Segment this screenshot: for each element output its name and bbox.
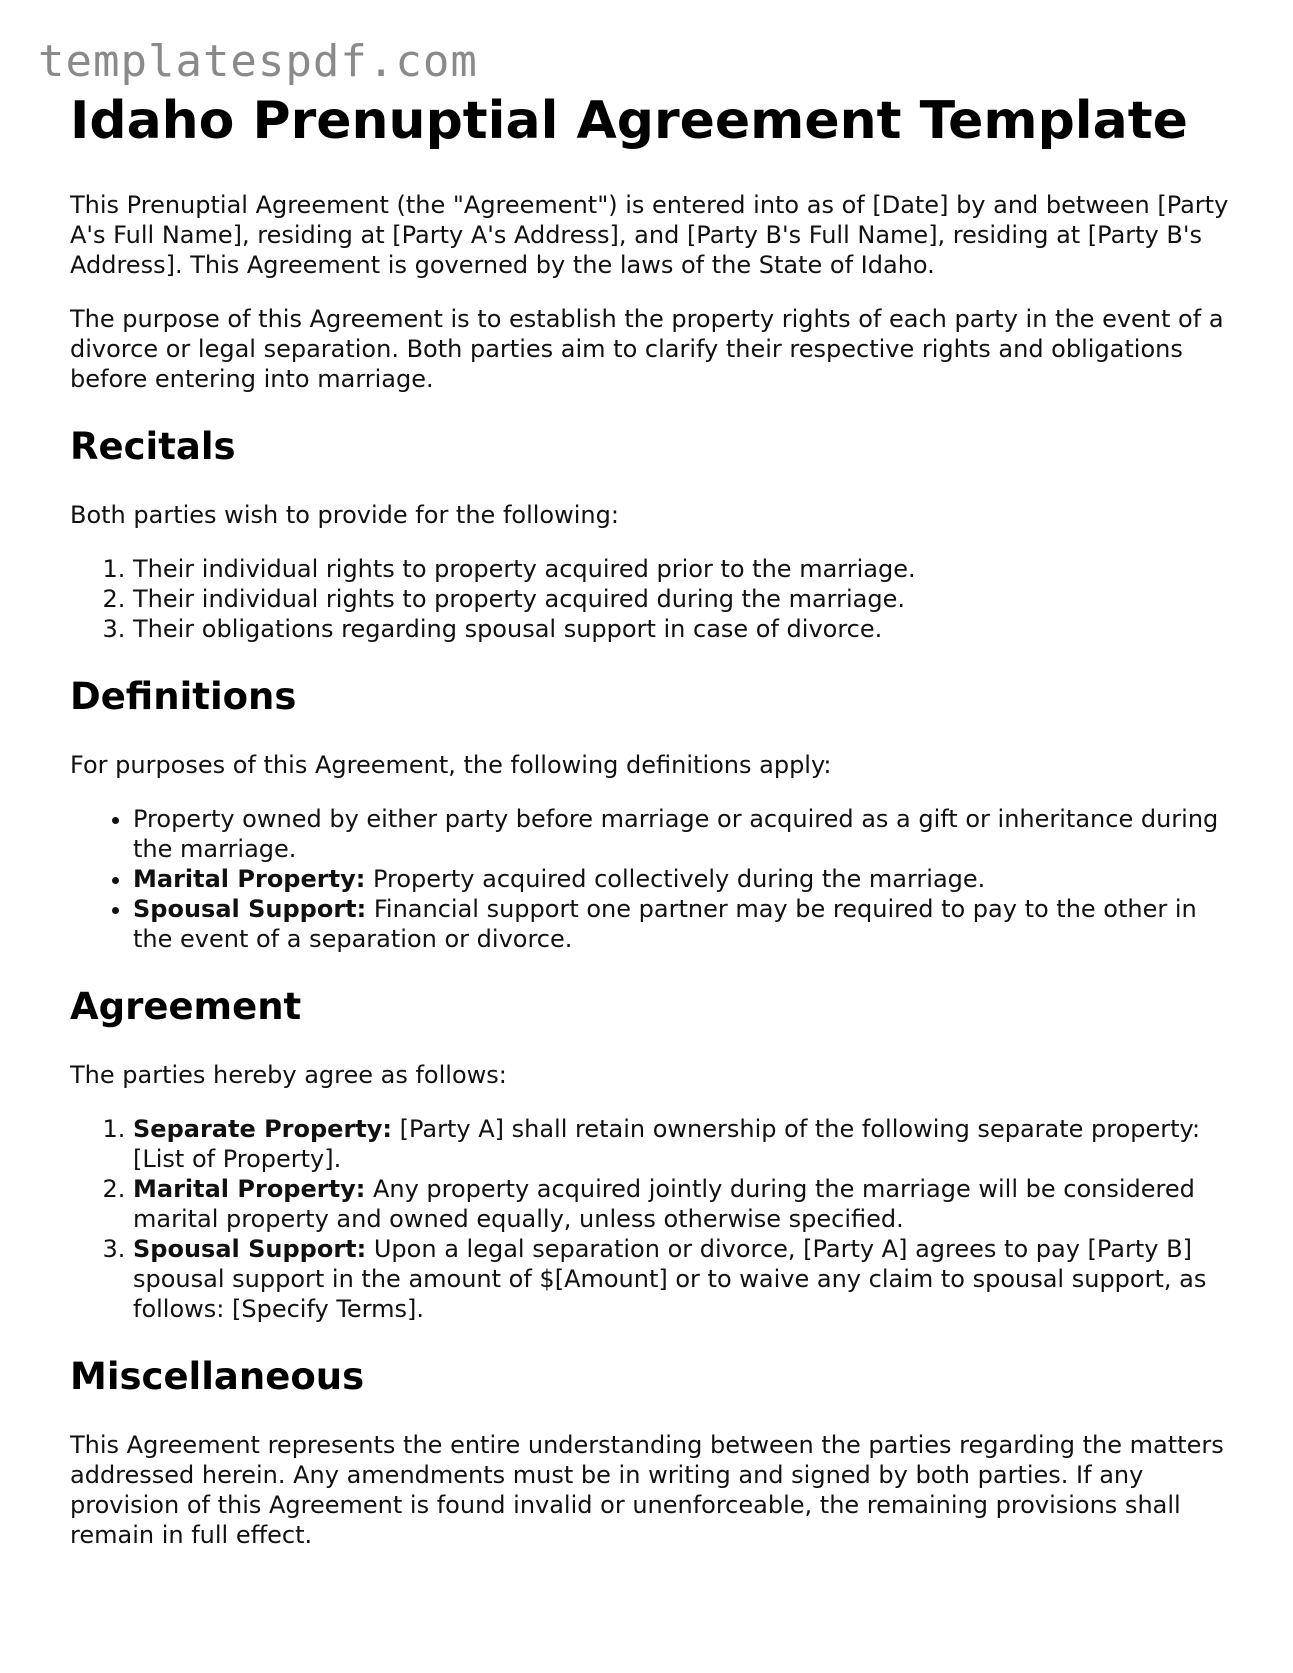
- list-item: [133, 894, 1230, 954]
- agreement-lead: The parties hereby agree as follows:: [70, 1061, 507, 1089]
- definition-text: Property acquired collectively during the marriage.: [365, 865, 986, 893]
- list-item: [133, 804, 1230, 864]
- list-item: [133, 864, 1230, 894]
- agreement-term: Marital Property:: [133, 1175, 366, 1203]
- definition-term: Spousal Support:: [133, 895, 367, 923]
- list-item: 3. Their obligations regarding spousal support in case of divorce.: [133, 614, 1230, 644]
- list-item: [133, 1174, 1230, 1234]
- agreement-text: Any property acquired jointly during the marriage will be considered marital property and owned equally, unless otherwise specified.: [133, 1175, 1195, 1233]
- definition-term: Marital Property:: [133, 865, 366, 893]
- agreement-list: [70, 1114, 1230, 1324]
- definition-text: Property owned by either party before marriage or acquired as a gift or inheritance during the marriage.: [133, 805, 1219, 863]
- agreement-text: [Party A] shall retain ownership of the following separate property: [List of Property].: [133, 1115, 1201, 1173]
- list-item: 1. Their individual rights to property acquired prior to the marriage.: [133, 554, 1230, 584]
- definitions-heading: Definitions: [70, 675, 297, 718]
- definitions-lead: For purposes of this Agreement, the following definitions apply:: [70, 751, 832, 779]
- recitals-lead: Both parties wish to provide for the following:: [70, 501, 619, 529]
- intro-paragraph-2: The purpose of this Agreement is to establish the property rights of each party in the event of a divorce or legal separation. Both parties aim to clarify their respective rights and obligations before entering into marriage.: [70, 305, 1224, 393]
- miscellaneous-heading: Miscellaneous: [70, 1355, 365, 1398]
- agreement-heading: Agreement: [70, 985, 302, 1028]
- agreement-term: Spousal Support:: [133, 1235, 367, 1263]
- definitions-list: [70, 804, 1230, 954]
- list-item: [133, 1234, 1230, 1324]
- definition-text: Financial support one partner may be required to pay to the other in the event of a separation or divorce.: [133, 895, 1197, 953]
- list-item: 2. Their individual rights to property acquired during the marriage.: [133, 584, 1230, 614]
- recitals-heading: Recitals: [70, 425, 236, 468]
- list-item: [133, 1114, 1230, 1174]
- miscellaneous-paragraph: This Agreement represents the entire understanding between the parties regarding the matters addressed herein. Any amendments must be in writing and signed by both parties. If any provision of this Agreement is found invalid or unenforceable, the remaining provisions shall remain in full effect.: [70, 1431, 1224, 1549]
- intro-paragraph-1: This Prenuptial Agreement (the "Agreement") is entered into as of [Date] by and between [Party A's Full Name], residing at [Party A's Address], and [Party B's Full Name], residing at [Party B's Address]. This Agreement is governed by the laws of the State of Idaho.: [70, 191, 1229, 279]
- agreement-term: Separate Property:: [133, 1115, 392, 1143]
- watermark: templatespdf.com: [38, 36, 478, 87]
- document-body: [70, 88, 1230, 1574]
- document-title: Idaho Prenuptial Agreement Template: [70, 91, 1188, 151]
- agreement-text: Upon a legal separation or divorce, [Party A] agrees to pay [Party B] spousal support in the amount of $[Amount] or to waive any claim to spousal support, as follows: [Specify Terms].: [133, 1235, 1207, 1323]
- recitals-list: [70, 554, 1230, 644]
